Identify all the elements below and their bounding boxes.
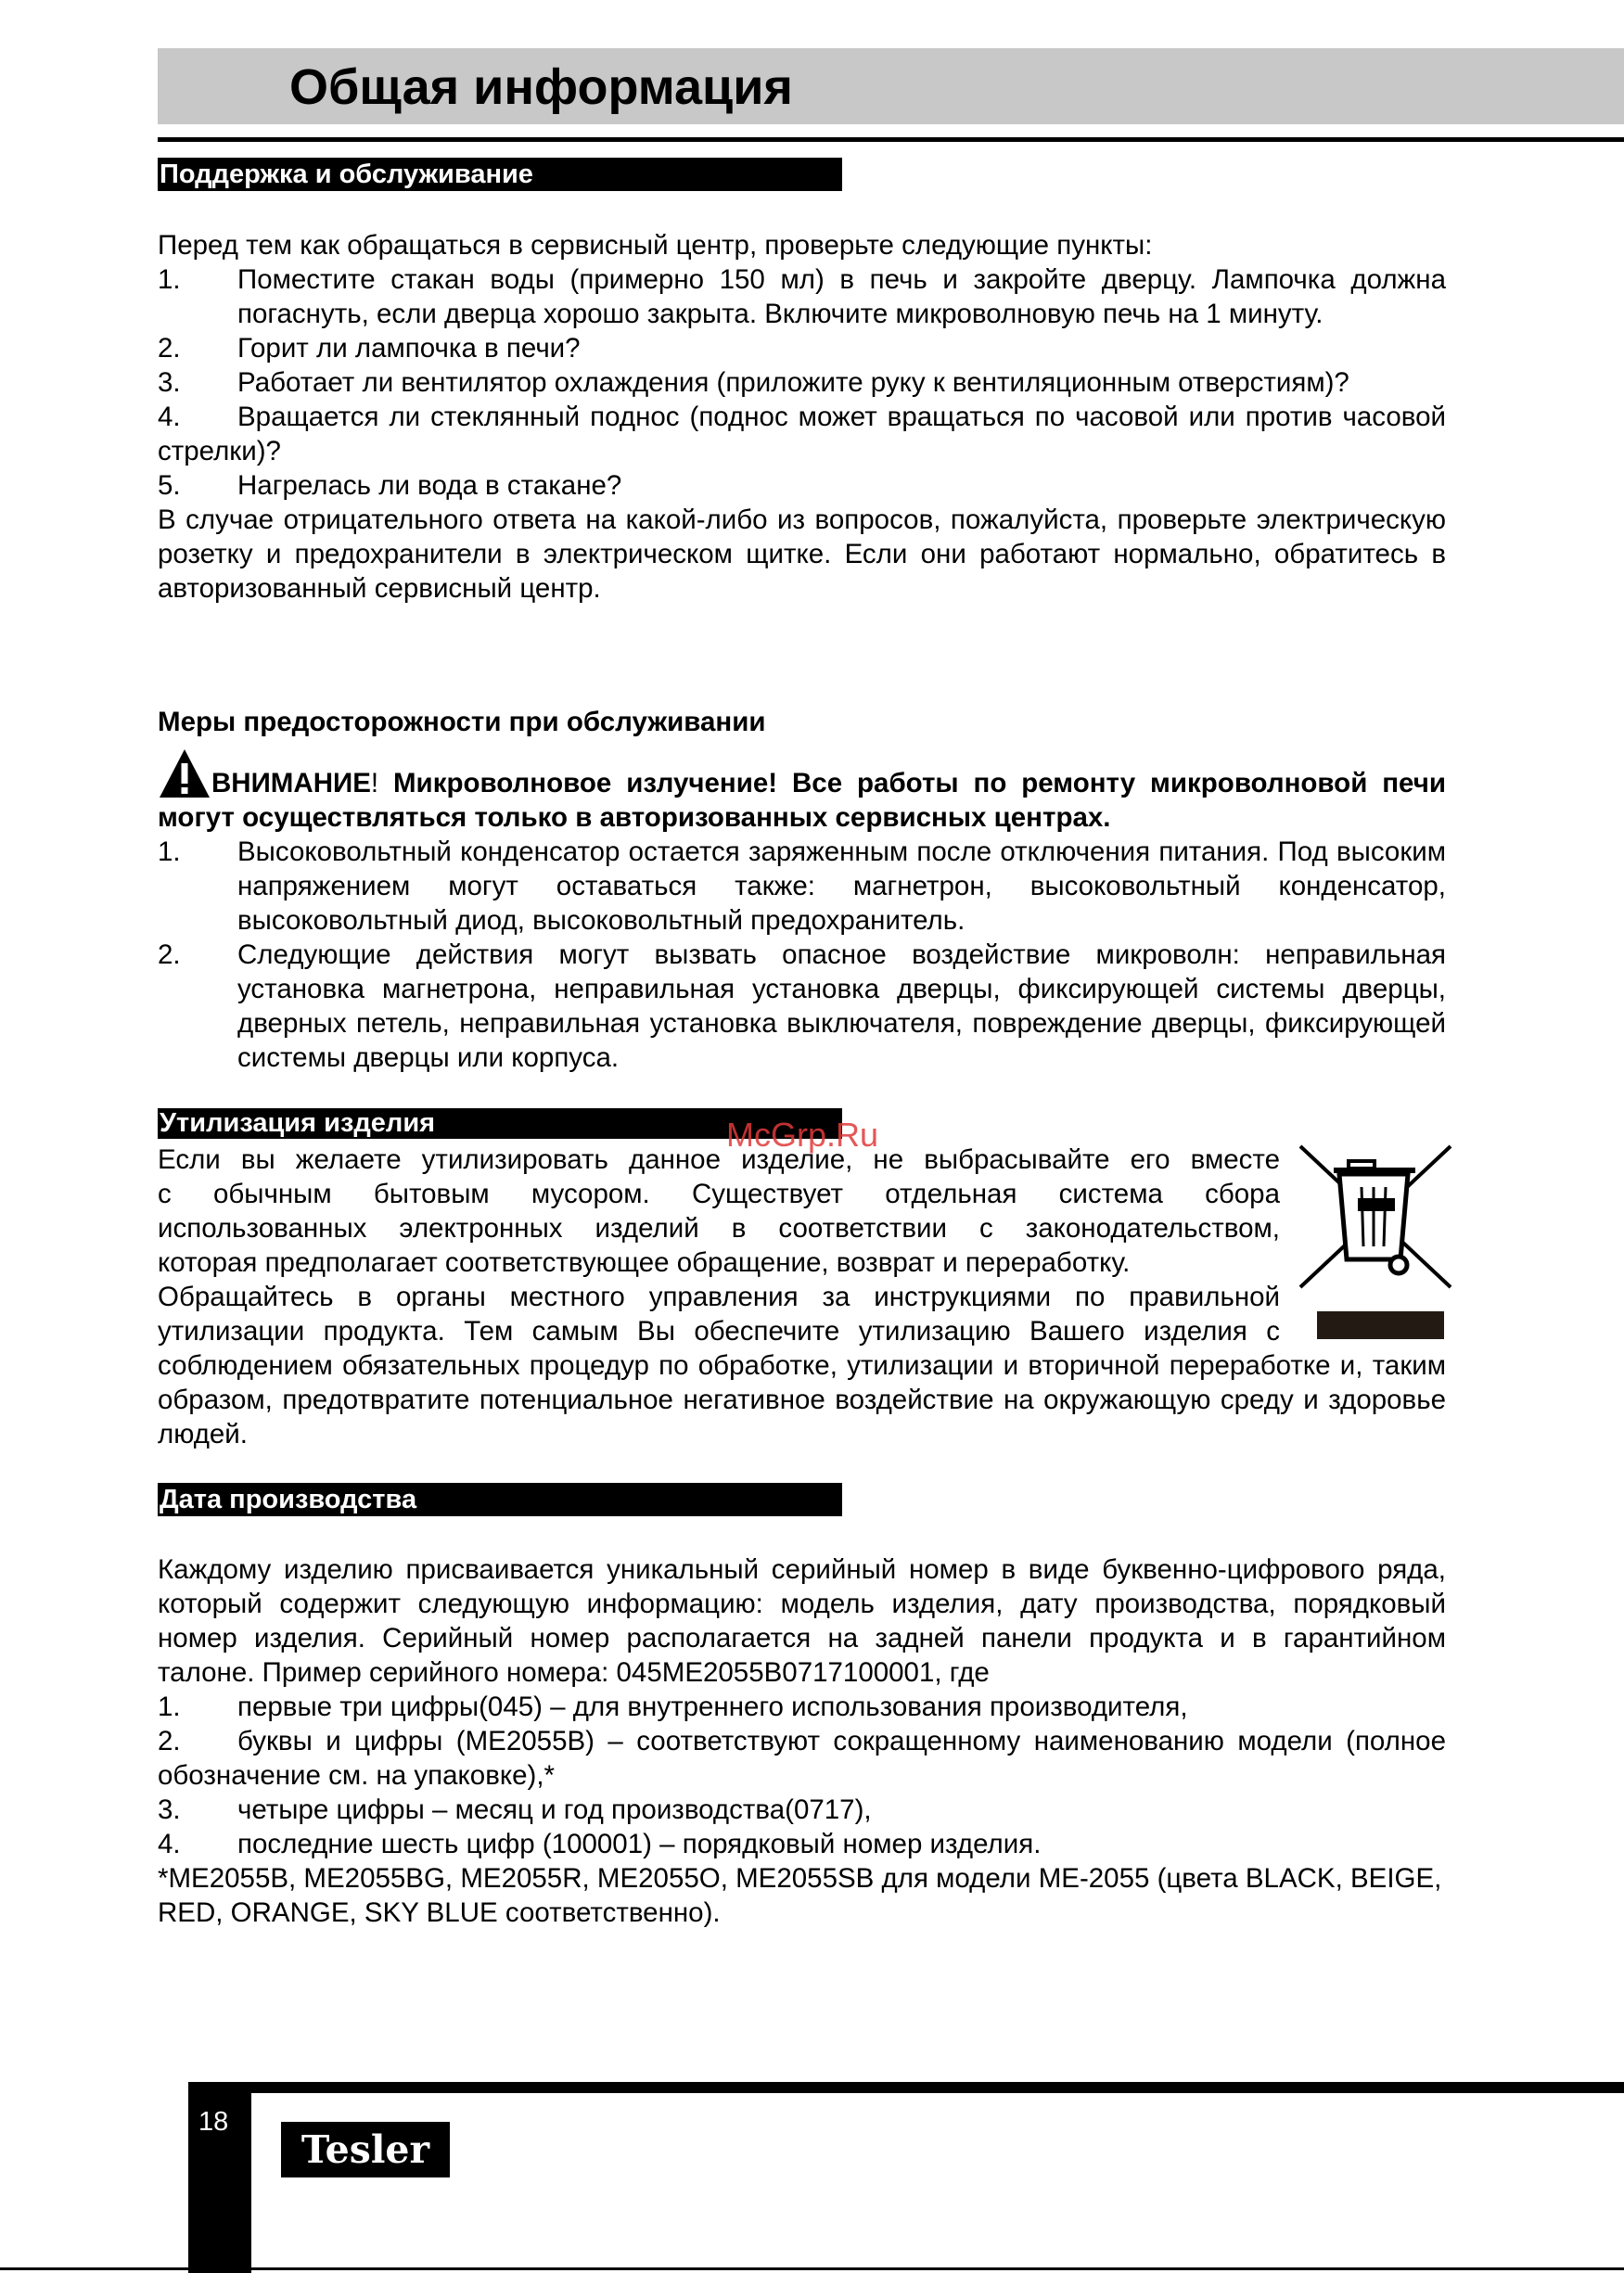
bottom-line xyxy=(0,2267,1624,2270)
footer-rule xyxy=(188,2082,1624,2093)
disposal-text: Если вы желаете утилизировать данное изделие, не выбрасывайте его вместе с обычным бытовым мусором. Существует отдельная система сбора использованных электронных изделий в соответствии с законодательством, которая предполагает соответствующее обращение, возврат и переработку. Обращайтесь в органы местного управления за инструкциями по правильной утилизации продукта. Тем самым Вы обеспечите утилизацию Вашего изделия с xyxy=(158,1144,1280,1347)
disposal-text-rest: соблюдением обязательных процедур по обработке, утилизации и вторичной переработке и, таким образом, предотвратите потенциальное негативное воздействие на окружающую среду и здоровье людей. xyxy=(158,1350,1446,1449)
weee-bar xyxy=(1317,1311,1444,1339)
support-outro: В случае отрицательного ответа на какой-либо из вопросов, пожалуйста, проверьте электрическую розетку и предохранители в электрическом щитке. Если они работают нормально, обратитесь в авторизованный сервисный центр. xyxy=(158,504,1446,604)
warning-paragraph: ВНИМАНИЕ! Микроволновое излучение! Все работы по ремонту микроволновой печи могут осуществляться только в авторизованных сервисных центрах. xyxy=(158,747,1446,835)
section-heading-disposal: Утилизация изделия xyxy=(158,1108,842,1139)
support-intro: Перед тем как обращаться в сервисный центр, проверьте следующие пункты: xyxy=(158,230,1153,261)
page-number: 18 xyxy=(198,2107,229,2137)
model-note: *ME2055B, ME2055BG, ME2055R, ME2055O, ME2055SB для модели ME-2055 (цвета BLACK, BEIGE, RED, ORANGE, SKY BLUE соответственно). xyxy=(158,1863,1442,1928)
list-item: 1. первые три цифры(045) – для внутреннего использования производителя, xyxy=(158,1692,1188,1722)
list-item: 1. Поместите стакан воды (примерно 150 мл) в печь и закройте дверцу. Лампочка должна погаснуть, если дверца хорошо закрыта. Включите микроволновую печь на 1 минуту. xyxy=(158,264,1446,329)
warning-triangle-icon xyxy=(158,747,211,799)
production-section xyxy=(158,1552,1446,1930)
watermark: McGrp.Ru xyxy=(726,1116,879,1154)
production-intro: Каждому изделию присваивается уникальный серийный номер в виде буквенно-цифрового ряда, который содержит следующую информацию: модель изделия, дату производства, порядковый номер изделия. Серийный номер располагается на задней панели продукта и в гарантийном талоне. Пример серийного номера: 045ME2055B0717100001, где xyxy=(158,1554,1446,1688)
list-item: 3. Работает ли вентилятор охлаждения (приложите руку к вентиляционным отверстиям)? xyxy=(158,367,1349,398)
crossed-bin-icon xyxy=(1297,1143,1454,1291)
section-heading-production: Дата производства xyxy=(158,1483,842,1516)
list-item: 3. четыре цифры – месяц и год производства(0717), xyxy=(158,1794,872,1825)
list-item: 2. буквы и цифры (ME2055B) – соответствуют сокращенному наименованию модели (полное обозначение см. на упаковке),* xyxy=(158,1726,1446,1791)
list-item: 4. последние шесть цифр (100001) – порядковый номер изделия. xyxy=(158,1829,1042,1859)
precautions-heading: Меры предосторожности при обслуживании xyxy=(158,707,766,737)
precautions-section xyxy=(158,705,1446,1075)
list-item: 1. Высоковольтный конденсатор остается заряженным после отключения питания. Под высоким напряжением могут оставаться также: магнетрон, высоковольтный конденсатор, высоковольтный диод, высоковольтный предохранитель. xyxy=(158,836,1446,936)
warning-label: ВНИМАНИЕ xyxy=(211,768,371,798)
list-item: 2. Горит ли лампочка в печи? xyxy=(158,333,581,364)
list-item: 4. Вращается ли стеклянный поднос (поднос может вращаться по часовой или против часовой стрелки)? xyxy=(158,402,1446,466)
warning-text: Микроволновое излучение! Все работы по ремонту микроволновой печи могут осуществляться только в авторизованных сервисных центрах. xyxy=(158,768,1446,833)
support-section xyxy=(158,228,1446,606)
list-item: 2. Следующие действия могут вызвать опасное воздействие микроволн: неправильная установка магнетрона, неправильная установка дверцы, фиксирующей системы дверцы, дверных петель, неправильная установка выключателя, повреждение дверцы, фиксирующей системы дверцы или корпуса. xyxy=(158,939,1446,1073)
list-item: 5. Нагрелась ли вода в стакане? xyxy=(158,470,622,501)
brand-logo: Tesler xyxy=(281,2122,450,2177)
section-heading-support: Поддержка и обслуживание xyxy=(158,158,842,191)
page-title: Общая информация xyxy=(289,59,793,115)
title-rule xyxy=(158,137,1624,142)
